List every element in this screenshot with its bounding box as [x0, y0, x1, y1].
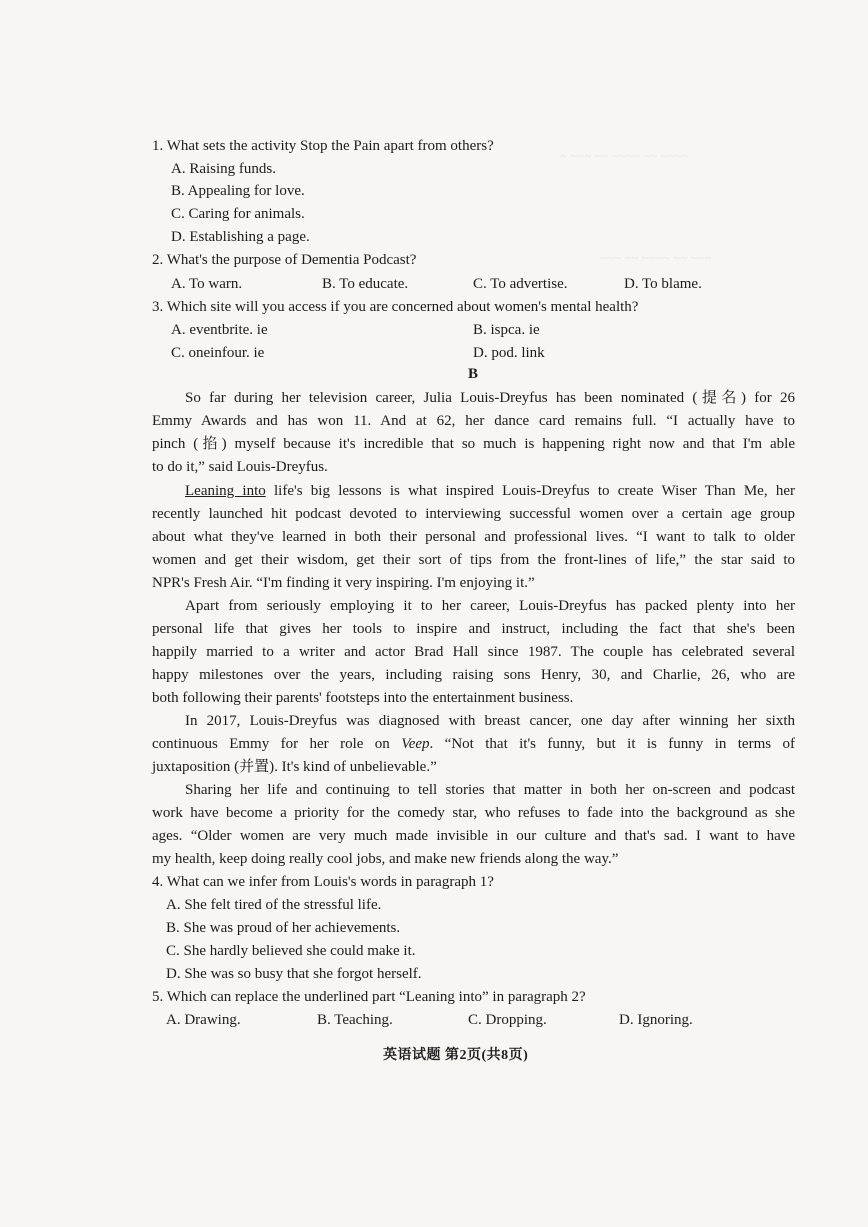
passage-p2-line-4: women and get their wisdom, get their sort of tips from the front-lines of life,” the star said to: [152, 552, 795, 568]
question-4-stem: 4. What can we infer from Louis's words in paragraph 1?: [152, 874, 494, 890]
passage-p5-line-4: my health, keep doing really cool jobs, and make new friends along the way.”: [152, 851, 619, 867]
passage-p2-line-2: recently launched hit podcast devoted to interviewing successful women over a certain age group: [152, 506, 795, 522]
passage-p1-line-2: Emmy Awards and has won 11. And at 62, her dance card remains full. “I actually have to: [152, 413, 795, 429]
passage-p1-line-1: So far during her television career, Julia Louis-Dreyfus has been nominated (提名) for 26: [185, 390, 795, 406]
passage-p1-line-3: pinch (掐) myself because it's incredible that so much is happening right now and that I'm able: [152, 436, 795, 452]
question-4-option-c: C. She hardly believed she could make it.: [166, 943, 416, 959]
question-5-option-c: C. Dropping.: [468, 1012, 547, 1028]
question-3-option-b: B. ispca. ie: [473, 322, 540, 338]
show-title-veep: Veep: [401, 736, 430, 752]
passage-p3-line-5: both following their parents' footsteps into the entertainment business.: [152, 690, 574, 706]
question-4-option-b: B. She was proud of her achievements.: [166, 920, 401, 936]
passage-p2-line-5: NPR's Fresh Air. “I'm finding it very inspiring. I'm enjoying it.”: [152, 575, 535, 591]
passage-p2-line-1: [185, 482, 795, 500]
question-4-option-d: D. She was so busy that she forgot herself.: [166, 966, 422, 982]
passage-p3-line-3: happily married to a writer and actor Brad Hall since 1987. The couple has celebrated several: [152, 644, 795, 660]
question-1-option-b: B. Appealing for love.: [171, 183, 305, 199]
passage-p2-line-1-rest: life's big lessons is what inspired Louis-Dreyfus to create Wiser Than Me, her: [265, 483, 795, 499]
passage-p3-line-2: personal life that gives her tools to inspire and instruct, including the fact that she's been: [152, 621, 795, 637]
passage-p4-line-3: juxtaposition (并置). It's kind of unbelievable.”: [152, 759, 437, 775]
question-1-option-a: A. Raising funds.: [171, 161, 276, 177]
question-4-option-a: A. She felt tired of the stressful life.: [166, 897, 382, 913]
question-3-option-c: C. oneinfour. ie: [171, 345, 265, 361]
passage-p1-line-4: to do it,” said Louis-Dreyfus.: [152, 459, 328, 475]
passage-p2-line-3: about what they've learned in both their personal and professional lives. “I want to talk to older: [152, 529, 795, 545]
question-2-option-a: A. To warn.: [171, 276, 243, 292]
question-3-option-d: D. pod. link: [473, 345, 545, 361]
question-5-option-d: D. Ignoring.: [619, 1012, 693, 1028]
question-2-stem: 2. What's the purpose of Dementia Podcast?: [152, 252, 417, 268]
question-5-option-b: B. Teaching.: [317, 1012, 393, 1028]
passage-p3-line-4: happy milestones over the years, including raising sons Henry, 30, and Charlie, 26, who are: [152, 667, 795, 683]
question-5-stem: 5. Which can replace the underlined part “Leaning into” in paragraph 2?: [152, 989, 586, 1005]
section-heading: B: [468, 366, 479, 382]
passage-p5-line-1: Sharing her life and continuing to tell stories that matter in both her on-screen and podcast: [185, 782, 795, 798]
question-3-option-a: A. eventbrite. ie: [171, 322, 268, 338]
bleed-through-text: ~~~ ~~ ~~~~ ~~ ~~~: [600, 250, 712, 265]
passage-p4-line-1: In 2017, Louis-Dreyfus was diagnosed with breast cancer, one day after winning her sixth: [185, 713, 795, 729]
question-1-option-d: D. Establishing a page.: [171, 229, 310, 245]
underlined-phrase: Leaning into: [185, 483, 266, 499]
passage-p4-line-2-pre: continuous Emmy for her role on: [152, 736, 402, 752]
passage-p4-line-2: [152, 735, 795, 753]
passage-p5-line-2: work have become a priority for the comedy star, who refuses to fade into the background as she: [152, 805, 795, 821]
question-2-option-d: D. To blame.: [624, 276, 702, 292]
question-3-stem: 3. Which site will you access if you are concerned about women's mental health?: [152, 299, 639, 315]
question-2-option-c: C. To advertise.: [473, 276, 568, 292]
question-5-option-a: A. Drawing.: [166, 1012, 241, 1028]
question-1-option-c: C. Caring for animals.: [171, 206, 305, 222]
question-2-option-b: B. To educate.: [322, 276, 409, 292]
question-1-stem: 1. What sets the activity Stop the Pain apart from others?: [152, 138, 494, 154]
passage-p4-line-2-post: . “Not that it's funny, but it is funny in terms of: [429, 736, 795, 752]
bleed-through-text: ~ ~~~ ~~ ~~~~ ~~ ~~~~: [560, 148, 689, 163]
passage-p5-line-3: ages. “Older women are very much made invisible in our culture and that's sad. I want to have: [152, 828, 795, 844]
passage-p3-line-1: Apart from seriously employing it to her career, Louis-Dreyfus has packed plenty into her: [185, 598, 795, 614]
page-footer: 英语试题 第2页(共8页): [383, 1048, 529, 1063]
